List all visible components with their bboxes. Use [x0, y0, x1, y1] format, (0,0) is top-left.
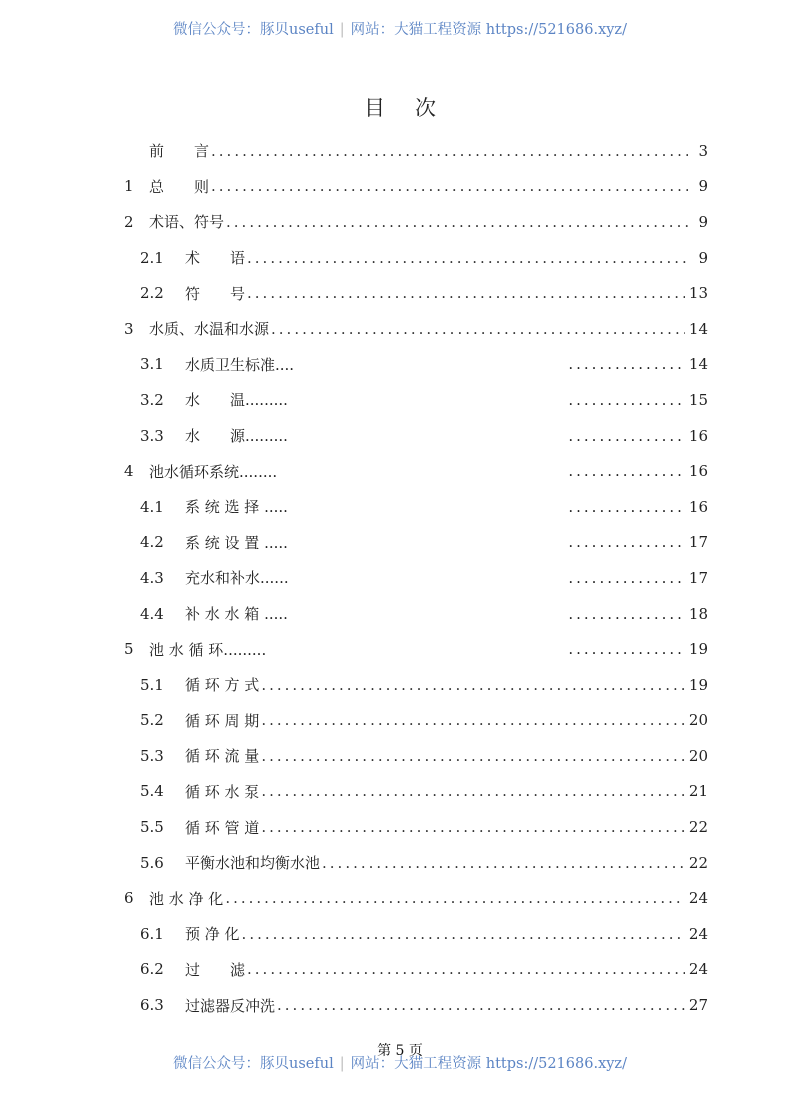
toc-leader-dots — [567, 605, 685, 623]
watermark-header — [0, 18, 800, 39]
toc-entry[interactable] — [124, 560, 708, 596]
toc-entry-number: 3 — [124, 319, 134, 338]
toc-entry[interactable] — [124, 987, 708, 1023]
toc-entry-number: 2.2 — [140, 284, 164, 303]
toc-entry-title: 循 环 方 式 — [185, 676, 260, 695]
toc-entry-number: 6.3 — [140, 996, 164, 1015]
toc-entry[interactable] — [124, 845, 708, 881]
toc-entry[interactable] — [124, 418, 708, 454]
toc-entry[interactable] — [124, 489, 708, 525]
toc-entry-page: 22 — [688, 818, 708, 837]
toc-entry-number: 5.4 — [140, 782, 164, 801]
toc-leader-dots — [277, 996, 685, 1014]
toc-entry-page: 18 — [688, 604, 708, 623]
toc-entry-page: 20 — [688, 746, 708, 765]
toc-entry-page: 16 — [688, 497, 708, 516]
toc-entry-page: 19 — [688, 640, 708, 659]
toc-entry[interactable] — [124, 204, 708, 240]
toc-leader-dots — [567, 462, 685, 480]
watermark-website: 网站：大猫工程资源 https://521686.xyz/ — [350, 1056, 627, 1072]
toc-entry-title: 预 净 化 — [185, 925, 240, 944]
toc-entry-title: 术 语 — [185, 249, 246, 268]
toc-entry-title: 过 滤 — [185, 960, 246, 979]
toc-entry-number: 1 — [124, 177, 134, 196]
toc-entry-title: 水质卫生标准.... — [185, 355, 295, 374]
toc-entry-title: 系 统 设 置 ..... — [185, 533, 288, 552]
toc-leader-dots — [247, 284, 685, 302]
toc-entry-number: 5.3 — [140, 746, 164, 765]
watermark-separator: | — [339, 22, 345, 38]
toc-entry-page: 16 — [688, 462, 708, 481]
toc-leader-dots — [271, 320, 685, 338]
toc-entry-page: 21 — [688, 782, 708, 801]
toc-entry[interactable] — [124, 240, 708, 276]
toc-entry-number: 5.6 — [140, 853, 164, 872]
toc-entry-page: 20 — [688, 711, 708, 730]
toc-leader-dots — [567, 427, 685, 445]
toc-entry-title: 水质、水温和水源 — [149, 320, 270, 339]
toc-entry[interactable] — [124, 703, 708, 739]
toc-entry-number: 4.1 — [140, 497, 164, 516]
toc-leader-dots — [567, 533, 685, 551]
toc-leader-dots — [226, 213, 688, 231]
toc-entry[interactable] — [124, 525, 708, 561]
toc-leader-dots — [322, 854, 685, 872]
toc-entry-number: 6.1 — [140, 924, 164, 943]
toc-entry-number: 4 — [124, 462, 134, 481]
toc-entry[interactable] — [124, 667, 708, 703]
toc-entry-page: 16 — [688, 426, 708, 445]
watermark-footer — [0, 1052, 800, 1073]
page-number: 第 5 页 — [377, 1043, 423, 1059]
toc-entry-page: 27 — [688, 996, 708, 1015]
toc-leader-dots — [567, 355, 685, 373]
toc-entry-number: 2 — [124, 212, 134, 231]
toc-entry-page: 14 — [688, 319, 708, 338]
toc-entry-number: 6 — [124, 889, 134, 908]
toc-entry-title: 系 统 选 择 ..... — [185, 498, 288, 517]
toc-entry-number: 3.1 — [140, 355, 164, 374]
toc-entry-number: 2.1 — [140, 248, 164, 267]
toc-leader-dots — [567, 498, 685, 516]
toc-entry-title: 平衡水池和均衡水池 — [185, 854, 321, 873]
toc-entry-page: 9 — [698, 212, 708, 231]
toc-entry-number: 4.4 — [140, 604, 164, 623]
toc-leader-dots — [567, 391, 685, 409]
watermark-separator: | — [339, 1056, 345, 1072]
watermark-wechat: 微信公众号：豚贝useful — [173, 22, 334, 38]
toc-entry-number: 4.2 — [140, 533, 164, 552]
toc-entry-page: 9 — [698, 177, 708, 196]
toc-entry-title: 术语、符号 — [149, 213, 225, 232]
toc-entry[interactable] — [124, 275, 708, 311]
toc-leader-dots — [242, 925, 685, 943]
toc-entry-page: 3 — [698, 141, 708, 160]
toc-entry-title: 水 温......... — [185, 391, 288, 410]
toc-entry-title: 充水和补水...... — [185, 569, 289, 588]
toc-entry-page: 17 — [688, 533, 708, 552]
toc-entry-title: 池水循环系统........ — [149, 462, 278, 481]
toc-leader-dots — [247, 960, 685, 978]
toc-entry[interactable] — [124, 311, 708, 347]
toc-entry-page: 15 — [688, 390, 708, 409]
toc-entry-title: 补 水 水 箱 ..... — [185, 605, 288, 624]
toc-entry[interactable] — [124, 382, 708, 418]
toc-entry-title: 循 环 周 期 — [185, 711, 260, 730]
watermark-website: 网站：大猫工程资源 https://521686.xyz/ — [350, 22, 627, 38]
toc-entry-number: 5.5 — [140, 818, 164, 837]
toc-entry-page: 24 — [688, 889, 708, 908]
toc-entry[interactable] — [124, 631, 708, 667]
toc-entry-title: 循 环 管 道 — [185, 818, 260, 837]
toc-entry[interactable] — [124, 133, 708, 169]
toc-entry[interactable] — [124, 169, 708, 205]
toc-leader-dots — [567, 640, 685, 658]
table-of-contents — [124, 133, 708, 1023]
toc-entry[interactable] — [124, 880, 708, 916]
toc-entry-page: 22 — [688, 853, 708, 872]
toc-entry[interactable] — [124, 809, 708, 845]
toc-entry[interactable] — [124, 596, 708, 632]
toc-entry-page: 13 — [688, 284, 708, 303]
toc-entry-title: 循 环 水 泵 — [185, 782, 260, 801]
toc-leader-dots — [261, 747, 685, 765]
toc-entry-number: 5.2 — [140, 711, 164, 730]
toc-leader-dots — [225, 889, 685, 907]
toc-entry-title: 水 源......... — [185, 427, 288, 446]
toc-entry-title: 前 言 — [149, 142, 210, 161]
toc-leader-dots — [247, 249, 688, 267]
toc-entry-title: 池 水 循 环......... — [149, 640, 267, 659]
page-title: 目次 — [364, 96, 466, 120]
toc-entry-page: 9 — [698, 248, 708, 267]
toc-entry-number: 4.3 — [140, 568, 164, 587]
toc-leader-dots — [261, 818, 685, 836]
toc-entry-page: 24 — [688, 960, 708, 979]
toc-entry-number: 3.2 — [140, 390, 164, 409]
toc-entry[interactable] — [124, 347, 708, 383]
toc-entry-title: 循 环 流 量 — [185, 747, 260, 766]
toc-entry-page: 24 — [688, 924, 708, 943]
toc-entry-page: 14 — [688, 355, 708, 374]
toc-entry-page: 19 — [688, 675, 708, 694]
toc-entry-title: 池 水 净 化 — [149, 889, 224, 908]
toc-entry-title: 总 则 — [149, 177, 210, 196]
toc-entry-number: 6.2 — [140, 960, 164, 979]
toc-entry[interactable] — [124, 774, 708, 810]
toc-leader-dots — [211, 142, 688, 160]
toc-entry-number: 5 — [124, 640, 134, 659]
watermark-wechat: 微信公众号：豚贝useful — [173, 1056, 334, 1072]
toc-entry-title: 过滤器反冲洗 — [185, 996, 276, 1015]
toc-entry-title: 符 号 — [185, 284, 246, 303]
toc-entry[interactable] — [124, 952, 708, 988]
toc-entry-number: 5.1 — [140, 675, 164, 694]
toc-entry[interactable] — [124, 738, 708, 774]
toc-leader-dots — [211, 177, 688, 195]
toc-leader-dots — [261, 711, 685, 729]
toc-leader-dots — [567, 569, 685, 587]
toc-entry-number: 3.3 — [140, 426, 164, 445]
toc-leader-dots — [261, 782, 685, 800]
toc-entry[interactable] — [124, 916, 708, 952]
toc-leader-dots — [261, 676, 685, 694]
toc-entry-page: 17 — [688, 568, 708, 587]
toc-entry[interactable] — [124, 453, 708, 489]
